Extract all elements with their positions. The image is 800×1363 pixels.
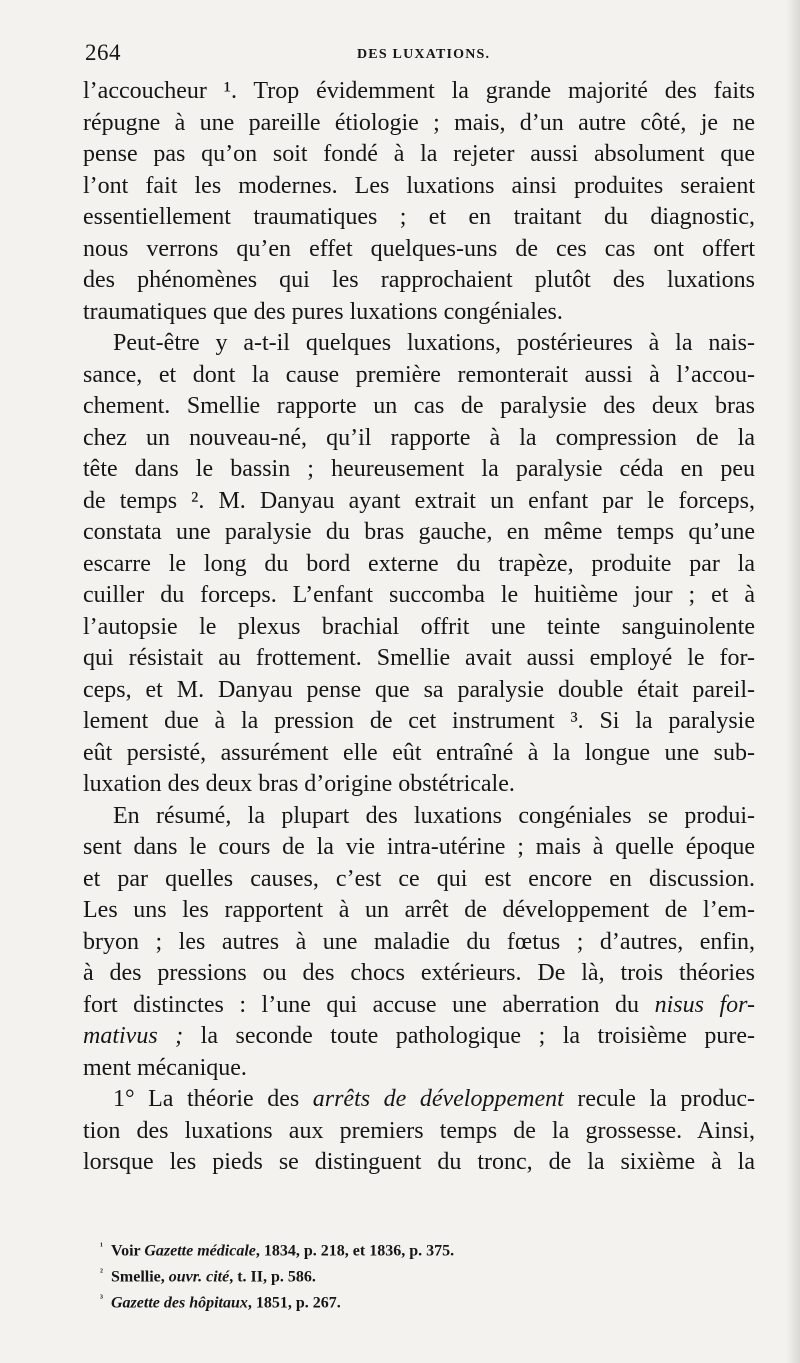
line-text: constata une paralysie du bras gauche, en même temps qu’une: [83, 519, 755, 545]
footnote-source-title: Gazette des hôpitaux: [111, 1293, 248, 1311]
text-line: [83, 234, 755, 266]
text-line: [83, 706, 755, 738]
line-text: ceps, et M. Danyau pense que sa paralysie double était pareil-: [83, 676, 755, 703]
line-text: répugne à une pareille étiologie ; mais, d’un autre côté, je ne: [83, 109, 755, 136]
line-text: l’accoucheur ¹. Trop évidemment la grande majorité des faits: [83, 78, 755, 104]
footnote-text: , 1834, p. 218, et 1836, p. 375.: [255, 1242, 455, 1260]
footnote-source-title: Gazette médicale: [144, 1242, 256, 1260]
footnote-text: , 1851, p. 267.: [247, 1293, 341, 1311]
line-text: ment mécanique.: [83, 1054, 247, 1081]
line-text: lement due à la pression de cet instrument ³. Si la paralysie: [83, 708, 755, 734]
text-line: [83, 139, 755, 171]
line-text: de temps ². M. Danyau ayant extrait un enfant par le forceps,: [83, 487, 755, 514]
text-line: [83, 769, 755, 801]
text-line: [83, 549, 755, 581]
text-line: [83, 927, 755, 959]
line-text: sance, et dont la cause première remonterait aussi à l’accou-: [83, 361, 755, 388]
line-text: essentiellement traumatiques ; et en traitant du diagnostic,: [83, 204, 755, 230]
line-text: eût persisté, assurément elle eût entraîné à la longue une sub-: [83, 739, 755, 766]
text-line: [83, 76, 755, 108]
text-line: [83, 801, 755, 833]
line-text: cuiller du forceps. L’enfant succomba le huitième jour ; et à: [83, 582, 755, 608]
line-text: fort distinctes : l’une qui accuse une aberration du: [83, 991, 640, 1018]
line-text: à des pressions ou des chocs extérieurs. De là, trois théories: [83, 960, 755, 986]
running-title: DES LUXATIONS.: [357, 47, 491, 62]
line-text: luxation des deux bras d’origine obstétricale.: [83, 771, 515, 797]
page-number: 264: [85, 40, 121, 65]
text-line: [83, 580, 755, 612]
text-line: [83, 391, 755, 423]
text-line: [83, 864, 755, 896]
footnote-text: Smellie,: [111, 1268, 165, 1286]
line-text: Peut-être y a-t-il quelques luxations, postérieures à la nais-: [113, 330, 755, 356]
line-text: nous verrons qu’en effet quelques-uns de ces cas ont offert: [83, 235, 755, 262]
body-text: [83, 76, 755, 1179]
line-text: traumatiques que des pures luxations congéniales.: [83, 298, 563, 325]
italic-text: mativus ;: [83, 1023, 184, 1049]
line-text: et par quelles causes, c’est ce qui est encore en discussion.: [83, 865, 755, 892]
text-line: [83, 1147, 755, 1179]
text-line: [83, 486, 755, 518]
footnote-mark: ³: [100, 1292, 103, 1304]
line-text: lorsque les pieds se distinguent du tronc, de la sixième à la: [83, 1149, 755, 1175]
text-line: [83, 958, 755, 990]
footnote: [100, 1262, 660, 1288]
text-line: [83, 517, 755, 549]
text-line: [83, 1021, 755, 1053]
line-text: recule la produc-: [577, 1086, 756, 1112]
text-line: [83, 108, 755, 140]
text-line: [83, 202, 755, 234]
text-line: [83, 265, 755, 297]
line-text: bryon ; les autres à une maladie du fœtus ; d’autres, enfin,: [83, 928, 755, 955]
line-text: pense pas qu’on soit fondé à la rejeter aussi absolument que: [83, 141, 755, 167]
line-text: chez un nouveau-né, qu’il rapporte à la compression de la: [83, 424, 755, 451]
footnote-source-title: ouvr. cité: [168, 1268, 230, 1286]
footnote-text: , t. II, p. 586.: [229, 1268, 316, 1286]
text-line: [83, 832, 755, 864]
page-header: [85, 40, 755, 70]
footnote: [100, 1236, 660, 1262]
line-text: sent dans le cours de la vie intra-utérine ; mais à quelle époque: [83, 834, 755, 860]
line-text: l’autopsie le plexus brachial offrit une teinte sanguinolente: [83, 613, 755, 640]
footnote-mark: ¹: [100, 1241, 103, 1252]
line-text: des phénomènes qui les rapprochaient plutôt des luxations: [83, 267, 755, 293]
text-line: [83, 895, 755, 927]
text-line: [83, 990, 755, 1022]
text-line: [83, 171, 755, 203]
text-line: [83, 738, 755, 770]
text-line: [83, 1053, 755, 1085]
line-text: chement. Smellie rapporte un cas de paralysie des deux bras: [83, 393, 755, 419]
text-line: [83, 643, 755, 675]
footnotes: [100, 1236, 660, 1313]
line-text: 1° La théorie des: [113, 1086, 300, 1112]
italic-text: arrêts de développement: [312, 1086, 564, 1112]
line-text: En résumé, la plupart des luxations congéniales se produi-: [113, 802, 755, 829]
text-line: [83, 360, 755, 392]
page-edge-shadow: [786, 0, 800, 1363]
italic-text: nisus for-: [654, 991, 755, 1018]
line-text: escarre le long du bord externe du trapèze, produite par la: [83, 550, 755, 577]
line-text: tion des luxations aux premiers temps de la grossesse. Ainsi,: [83, 1117, 755, 1144]
footnote-mark: ²: [100, 1266, 103, 1278]
line-text: tête dans le bassin ; heureusement la paralysie céda en peu: [83, 456, 755, 482]
text-line: [83, 1116, 755, 1148]
line-text: Les uns les rapportent à un arrêt de développement de l’em-: [83, 897, 755, 923]
text-line: [83, 328, 755, 360]
footnote-text: Voir: [111, 1242, 141, 1260]
text-line: [83, 675, 755, 707]
line-text: l’ont fait les modernes. Les luxations ainsi produites seraient: [83, 172, 755, 199]
text-line: [83, 297, 755, 329]
text-line: [83, 1084, 755, 1116]
text-line: [83, 454, 755, 486]
footnote: [100, 1288, 660, 1314]
text-line: [83, 612, 755, 644]
line-text: la seconde toute pathologique ; la troisième pure-: [200, 1023, 755, 1049]
line-text: qui résistait au frottement. Smellie avait aussi employé le for-: [83, 645, 755, 671]
text-line: [83, 423, 755, 455]
